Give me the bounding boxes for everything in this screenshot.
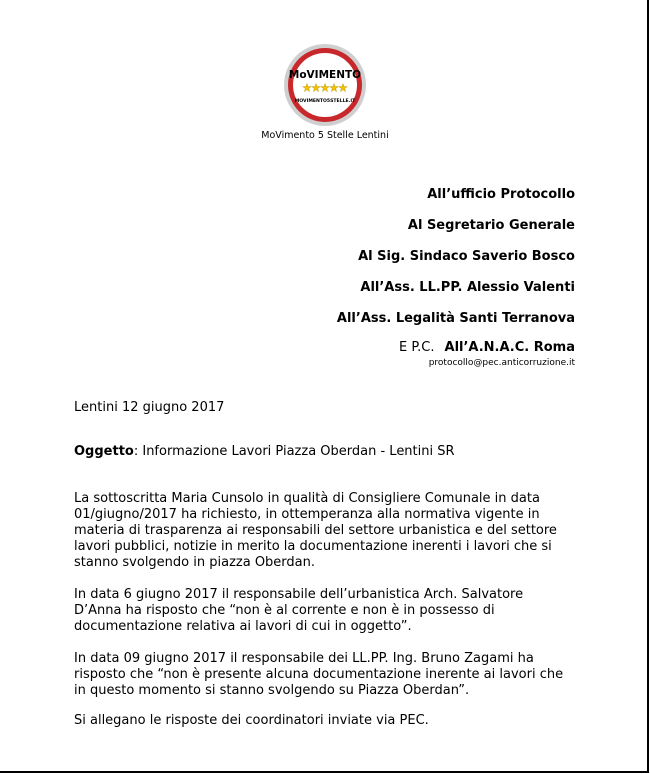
subject-label: Oggetto [74,444,134,459]
movimento-5-stelle-logo [282,42,368,128]
letter-paragraph: La sottoscritta Maria Cunsolo in qualità di Consigliere Comunale in data 01/giugno/2017 ha richiesto, in ottemperanza alla normativa vigente in materia di trasparenza ai responsabili del settore urbanistica e del settore lavori pubblici, notizie in merito la documentazione inerenti i lavori che si stanno svolgendo in piazza Oberdan. [74,491,557,570]
letter-subject [74,444,574,460]
letter-paragraph: In data 6 giugno 2017 il responsabile dell’urbanistica Arch. Salvatore D’Anna ha risposto che “non è al corrente e non è in possesso di documentazione relativa ai lavori di cui in oggetto”. [74,587,524,634]
letter-paragraph: In data 09 giugno 2017 il responsabile dei LL.PP. Ing. Bruno Zagami ha risposto che “non è presente alcuna documentazione inerente ai lavori che in questo momento si stanno svolgendo su Piazza Oberdan”. [74,651,564,698]
recipient: Al Segretario Generale [407,218,575,233]
pec-email: protocollo@pec.anticorruzione.it [428,358,575,368]
recipient: All’Ass. Legalità Santi Terranova [336,311,575,326]
cc-recipient [399,340,575,355]
recipient: All’ufficio Protocollo [427,187,575,202]
recipient-list [337,185,575,340]
logo-caption: MoVimento 5 Stelle Lentini [261,130,389,141]
cc-prefix: E P.C. [399,340,435,355]
recipient: All’Ass. LL.PP. Alessio Valenti [360,280,575,295]
subject-text: : Informazione Lavori Piazza Oberdan - Lentini SR [133,444,455,459]
logo-url-text: MOVIMENTO5STELLE.IT [294,99,356,104]
letter-paragraph: Si allegano le risposte dei coordinatori inviate via PEC. [74,713,429,728]
letter-date: Lentini 12 giugno 2017 [74,400,225,415]
logo-wordmark: MoVIMENTO [288,69,362,81]
recipient: Al Sig. Sindaco Saverio Bosco [358,249,575,264]
cc-name: All’A.N.A.C. Roma [444,340,575,355]
